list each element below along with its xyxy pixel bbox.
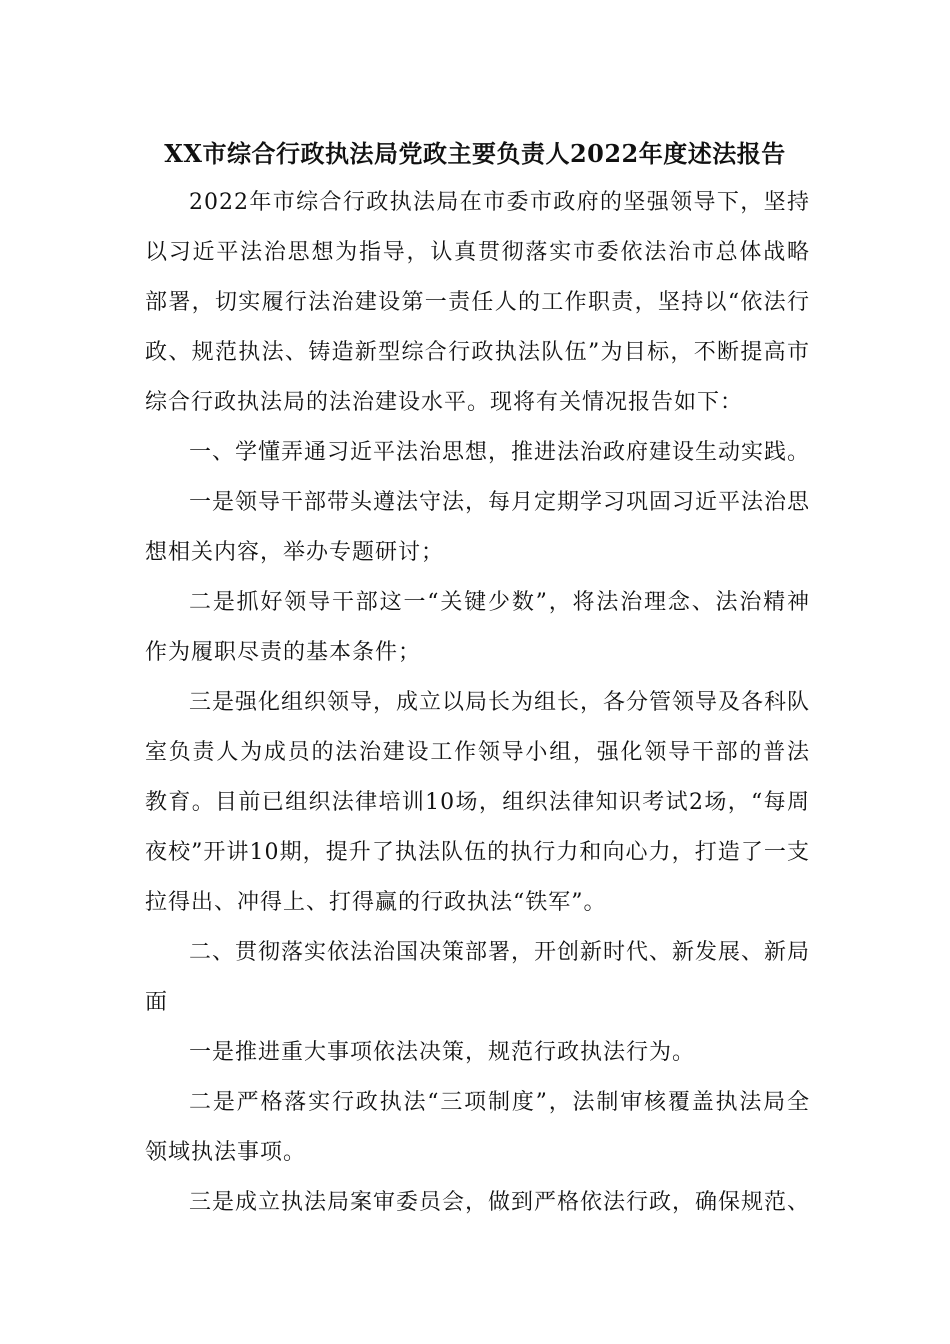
paragraph-section-1-heading: 一、学懂弄通习近平法治思想，推进法治政府建设生动实践。: [189, 440, 811, 465]
paragraph-section-1-item-3: 三是强化组织领导，成立以局长为组长，各分管领导及各科队室负责人为成员的法治建设工作领导小组，强化领导干部的普法教育。目前已组织法律培训10场，组织法律知识考试2场，“每周夜校”开讲10期，提升了执法队伍的执行力和向心力，打造了一支拉得出、冲得上、打得赢的行政执法“铁军”。: [145, 690, 811, 915]
paragraph-intro: 2022年市综合行政执法局在市委市政府的坚强领导下，坚持以习近平法治思想为指导，认真贯彻落实市委依法治市总体战略部署，切实履行法治建设第一责任人的工作职责，坚持以“依法行政、规范执法、铸造新型综合行政执法队伍”为目标，不断提高市综合行政执法局的法治建设水平。现将有关情况报告如下：: [145, 190, 810, 415]
document-title: XX市综合行政执法局党政主要负责人2022年度述法报告: [164, 139, 786, 168]
paragraph-section-1-item-2: 二是抓好领导干部这一“关键少数”，将法治理念、法治精神作为履职尽责的基本条件；: [145, 590, 810, 665]
paragraph-section-1-item-1: 一是领导干部带头遵法守法，每月定期学习巩固习近平法治思想相关内容，举办专题研讨；: [145, 490, 811, 565]
paragraph-section-2-item-3: 三是成立执法局案审委员会，做到严格依法行政，确保规范、: [189, 1190, 811, 1215]
paragraph-section-2-item-2: 二是严格落实行政执法“三项制度”，法制审核覆盖执法局全领域执法事项。: [145, 1090, 810, 1165]
document-body: [145, 178, 810, 1228]
paragraph-section-2-item-1: 一是推进重大事项依法决策，规范行政执法行为。: [189, 1040, 696, 1065]
paragraph-section-2-heading: 二、贯彻落实依法治国决策部署，开创新时代、新发展、新局面: [145, 940, 811, 1015]
